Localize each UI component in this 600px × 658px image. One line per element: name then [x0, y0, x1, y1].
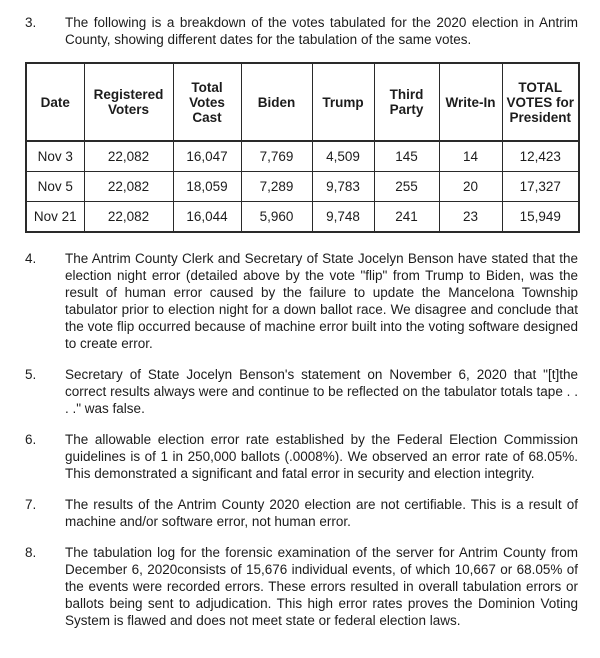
table-cell: 14 — [439, 141, 502, 172]
list-item-5 — [25, 366, 578, 417]
item-number: 5. — [25, 367, 37, 382]
col-header-write-in: Write-In — [439, 63, 502, 141]
table-cell: 16,044 — [173, 202, 241, 233]
table-cell: 22,082 — [84, 141, 173, 172]
table-cell: 9,748 — [312, 202, 374, 233]
col-header-total-votes-cast: Total Votes Cast — [173, 63, 241, 141]
table-cell: 145 — [374, 141, 439, 172]
list-item-7 — [25, 496, 578, 530]
item-number: 7. — [25, 497, 37, 512]
list-item-3 — [25, 14, 578, 48]
item-text: The allowable election error rate established by the Federal Election Commission guidelines is of 1 in 250,000 ballots (.0008%). We observed an error rate of 68.05%. This demonstrated a significant and fatal error in security and election integrity. — [65, 432, 578, 481]
col-header-trump: Trump — [312, 63, 374, 141]
vote-tabulation-table — [25, 62, 580, 233]
table-cell: 4,509 — [312, 141, 374, 172]
table-row — [26, 141, 579, 172]
table-cell: 16,047 — [173, 141, 241, 172]
table-cell: 7,289 — [241, 172, 312, 202]
table-row — [26, 172, 579, 202]
col-header-biden: Biden — [241, 63, 312, 141]
item-number: 6. — [25, 432, 37, 447]
table-cell: 5,960 — [241, 202, 312, 233]
table-cell: Nov 5 — [26, 172, 84, 202]
col-header-total-votes-president: TOTAL VOTES for President — [502, 63, 579, 141]
item-text: Secretary of State Jocelyn Benson's statement on November 6, 2020 that "[t]the correct results always were and continue to be reflected on the tabulator totals tape . . . ." was false. — [65, 367, 578, 416]
table-cell: 22,082 — [84, 202, 173, 233]
list-item-6 — [25, 431, 578, 482]
table-cell: Nov 21 — [26, 202, 84, 233]
table-cell: 241 — [374, 202, 439, 233]
item-text: The tabulation log for the forensic examination of the server for Antrim County from December 6, 2020consists of 15,676 individual events, of which 10,667 or 68.05% of the events were recorded errors. These errors resulted in overall tabulation errors or ballots being sent to adjudication. This high error rates proves the Dominion Voting System is flawed and does not meet state or federal election laws. — [65, 545, 578, 628]
item-number: 8. — [25, 545, 37, 560]
item-text: The following is a breakdown of the votes tabulated for the 2020 election in Antrim County, showing different dates for the tabulation of the same votes. — [65, 15, 578, 47]
table-cell: 7,769 — [241, 141, 312, 172]
item-number: 3. — [25, 15, 37, 30]
table-header-row — [26, 63, 579, 141]
item-number: 4. — [25, 251, 37, 266]
item-text: The Antrim County Clerk and Secretary of State Jocelyn Benson have stated that the election night error (detailed above by the vote "flip" from Trump to Biden, was the result of human error caused by the failure to update the Mancelona Township tabulator prior to election night for a down ballot race. We disagree and conclude that the vote flip occurred because of machine error built into the voting software designed to create error. — [65, 251, 578, 351]
table-cell: 255 — [374, 172, 439, 202]
table-row — [26, 202, 579, 233]
col-header-date: Date — [26, 63, 84, 141]
col-header-registered-voters: Registered Voters — [84, 63, 173, 141]
item-text: The results of the Antrim County 2020 election are not certifiable. This is a result of machine and/or software error, not human error. — [65, 497, 578, 529]
table-cell: 22,082 — [84, 172, 173, 202]
table-cell: 20 — [439, 172, 502, 202]
col-header-third-party: Third Party — [374, 63, 439, 141]
table-cell: 23 — [439, 202, 502, 233]
list-item-4 — [25, 250, 578, 352]
table-cell: 12,423 — [502, 141, 579, 172]
list-item-8 — [25, 544, 578, 629]
table-cell: 9,783 — [312, 172, 374, 202]
table-cell: 15,949 — [502, 202, 579, 233]
table-cell: 18,059 — [173, 172, 241, 202]
table-cell: 17,327 — [502, 172, 579, 202]
table-cell: Nov 3 — [26, 141, 84, 172]
